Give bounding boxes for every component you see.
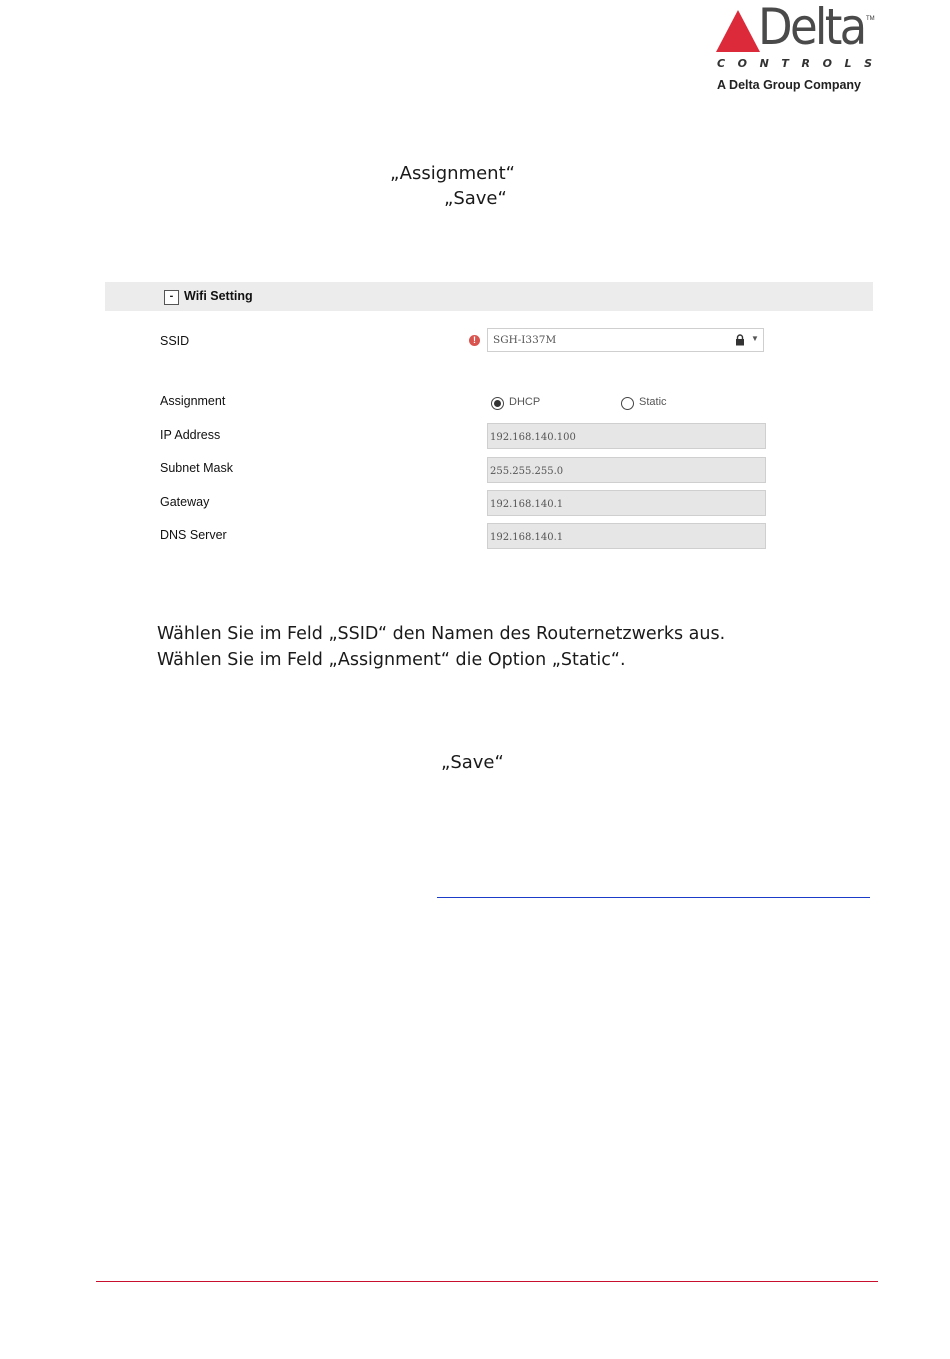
- subnet-mask-label: Subnet Mask: [160, 461, 233, 475]
- dhcp-radio[interactable]: [491, 397, 504, 410]
- save-note-2: „Save“: [441, 752, 504, 773]
- exclamation-icon: !: [469, 335, 480, 346]
- dhcp-radio-label[interactable]: DHCP: [509, 396, 541, 408]
- ip-address-field[interactable]: 192.168.140.100: [487, 423, 766, 449]
- assignment-note: „Assignment“: [390, 163, 515, 184]
- collapse-button[interactable]: -: [164, 290, 179, 305]
- chevron-down-icon: ▼: [751, 334, 759, 343]
- ssid-label: SSID: [160, 334, 190, 348]
- gateway-field[interactable]: 192.168.140.1: [487, 490, 766, 516]
- logo-group-name: A Delta Group Company: [717, 78, 861, 92]
- wifi-setting-title: Wifi Setting: [184, 289, 253, 303]
- gateway-label: Gateway: [160, 495, 210, 509]
- save-note: „Save“: [444, 188, 507, 209]
- footer-divider: [96, 1281, 878, 1282]
- ip-address-label: IP Address: [160, 428, 221, 442]
- wifi-setting-header: [105, 282, 873, 311]
- logo-trademark: TM: [866, 16, 875, 22]
- lock-icon: [735, 334, 745, 346]
- logo-tagline: CONTROLS: [717, 57, 885, 70]
- static-radio[interactable]: [621, 397, 634, 410]
- static-radio-label[interactable]: Static: [639, 396, 667, 408]
- instruction-ssid: Wählen Sie im Feld „SSID“ den Namen des Routernetzwerks aus.: [157, 624, 726, 644]
- delta-triangle-icon: [716, 10, 762, 52]
- ssid-value: SGH-I337M: [493, 334, 557, 346]
- dns-server-label: DNS Server: [160, 528, 227, 542]
- dns-server-field[interactable]: 192.168.140.1: [487, 523, 766, 549]
- instruction-assignment: Wählen Sie im Feld „Assignment“ die Option „Static“.: [157, 650, 626, 670]
- logo-brand: Delta: [758, 0, 865, 56]
- subnet-mask-field[interactable]: 255.255.255.0: [487, 457, 766, 483]
- link-underline[interactable]: [437, 897, 870, 898]
- ssid-select[interactable]: [487, 328, 764, 352]
- assignment-label: Assignment: [160, 394, 226, 408]
- delta-controls-logo: [716, 0, 885, 98]
